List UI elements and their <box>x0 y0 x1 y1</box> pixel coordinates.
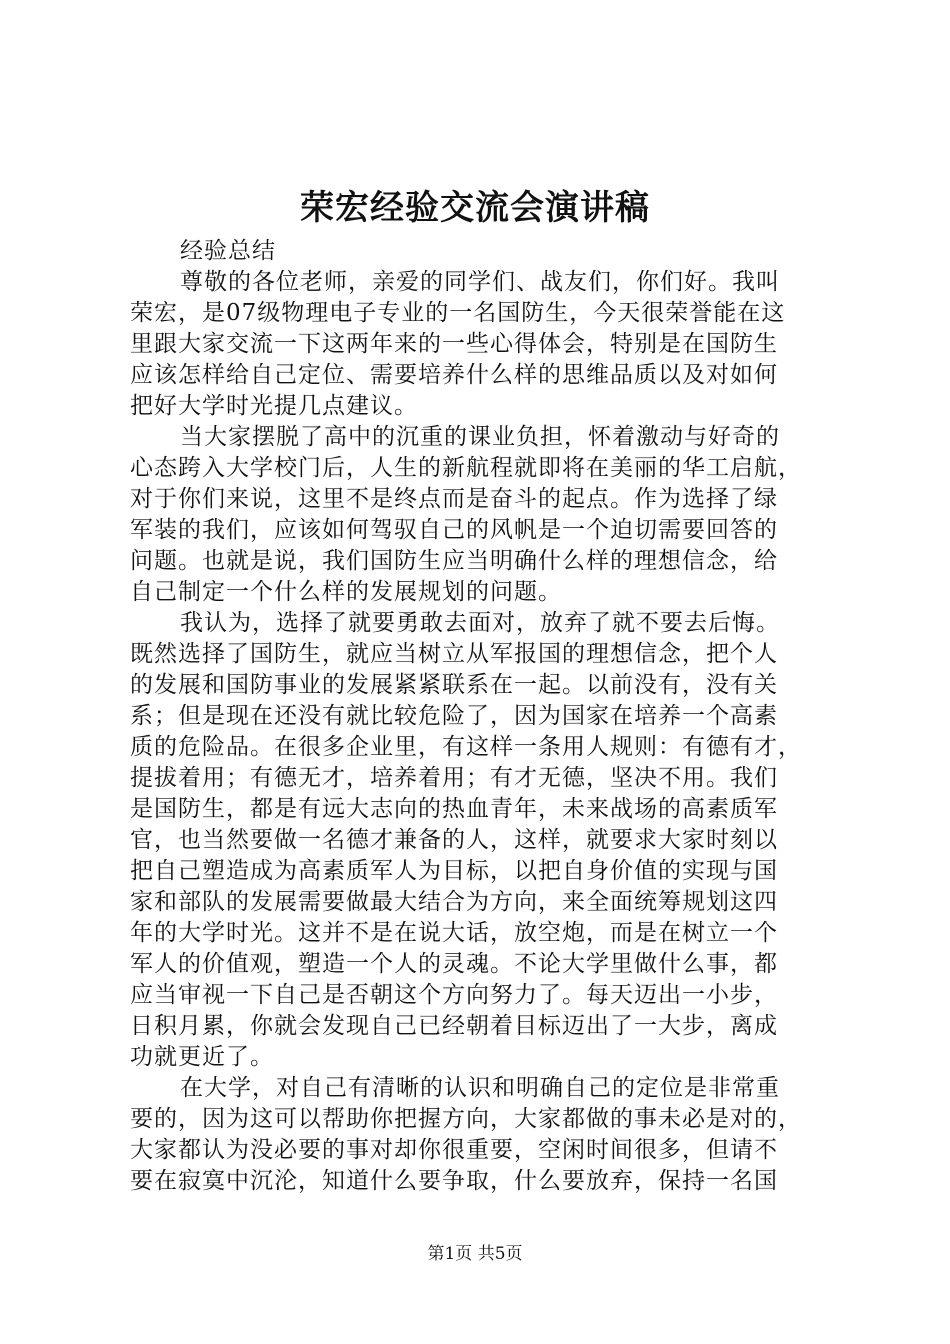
text-line: 荣宏，是07级物理电子专业的一名国防生，今天很荣誉能在这 <box>130 300 786 326</box>
text-line: 功就更近了。 <box>130 1044 274 1070</box>
text-line: 尊敬的各位老师，亲爱的同学们、战友们，你们好。我叫 <box>180 269 780 295</box>
text-line: 当大家摆脱了高中的沉重的课业负担，怀着激动与好奇的 <box>180 424 780 450</box>
text-line: 是国防生，都是有远大志向的热血青年，未来战场的高素质军 <box>130 796 778 822</box>
text-line: 把好大学时光提几点建议。 <box>130 393 418 419</box>
text-line: 既然选择了国防生，就应当树立从军报国的理想信念，把个人 <box>130 641 778 667</box>
text-line: 里跟大家交流一下这两年来的一些心得体会，特别是在国防生 <box>130 331 778 357</box>
text-line: 我认为，选择了就要勇敢去面对，放弃了就不要去后悔。 <box>180 610 780 636</box>
document-body <box>130 236 830 1197</box>
text-line: 要的，因为这可以帮助你把握方向，大家都做的事未必是对的， <box>130 1106 802 1132</box>
document-title: 荣宏经验交流会演讲稿 <box>300 188 650 228</box>
text-line: 心态跨入大学校门后，人生的新航程就即将在美丽的华工启航， <box>130 455 802 481</box>
text-line: 应该怎样给自己定位、需要培养什么样的思维品质以及对如何 <box>130 362 778 388</box>
text-line: 军装的我们，应该如何驾驭自己的风帆是一个迫切需要回答的 <box>130 517 778 543</box>
text-line: 经验总结 <box>180 238 276 264</box>
text-line: 的发展和国防事业的发展紧紧联系在一起。以前没有，没有关 <box>130 672 778 698</box>
text-line: 年的大学时光。这并不是在说大话，放空炮，而是在树立一个 <box>130 920 778 946</box>
text-line: 自己制定一个什么样的发展规划的问题。 <box>130 579 562 605</box>
text-line: 提拔着用；有德无才，培养着用；有才无德，坚决不用。我们 <box>130 765 778 791</box>
text-line: 大家都认为没必要的事对却你很重要，空闲时间很多，但请不 <box>130 1137 778 1163</box>
text-line: 官，也当然要做一名德才兼备的人，这样，就要求大家时刻以 <box>130 827 778 853</box>
text-line: 问题。也就是说，我们国防生应当明确什么样的理想信念，给 <box>130 548 778 574</box>
text-line: 对于你们来说，这里不是终点而是奋斗的起点。作为选择了绿 <box>130 486 778 512</box>
text-line: 家和部队的发展需要做最大结合为方向，来全面统筹规划这四 <box>130 889 778 915</box>
text-line: 军人的价值观，塑造一个人的灵魂。不论大学里做什么事，都 <box>130 951 778 977</box>
page-footer: 第1页 共5页 <box>427 1244 523 1264</box>
text-line: 在大学，对自己有清晰的认识和明确自己的定位是非常重 <box>180 1075 780 1101</box>
text-line: 要在寂寞中沉沦，知道什么要争取，什么要放弃，保持一名国 <box>130 1168 778 1194</box>
text-line: 日积月累，你就会发现自己已经朝着目标迈出了一大步，离成 <box>130 1013 778 1039</box>
text-line: 系；但是现在还没有就比较危险了，因为国家在培养一个高素 <box>130 703 778 729</box>
text-line: 应当审视一下自己是否朝这个方向努力了。每天迈出一小步， <box>130 982 778 1008</box>
text-line: 质的危险品。在很多企业里，有这样一条用人规则：有德有才， <box>130 734 802 760</box>
text-line: 把自己塑造成为高素质军人为目标，以把自身价值的实现与国 <box>130 858 778 884</box>
